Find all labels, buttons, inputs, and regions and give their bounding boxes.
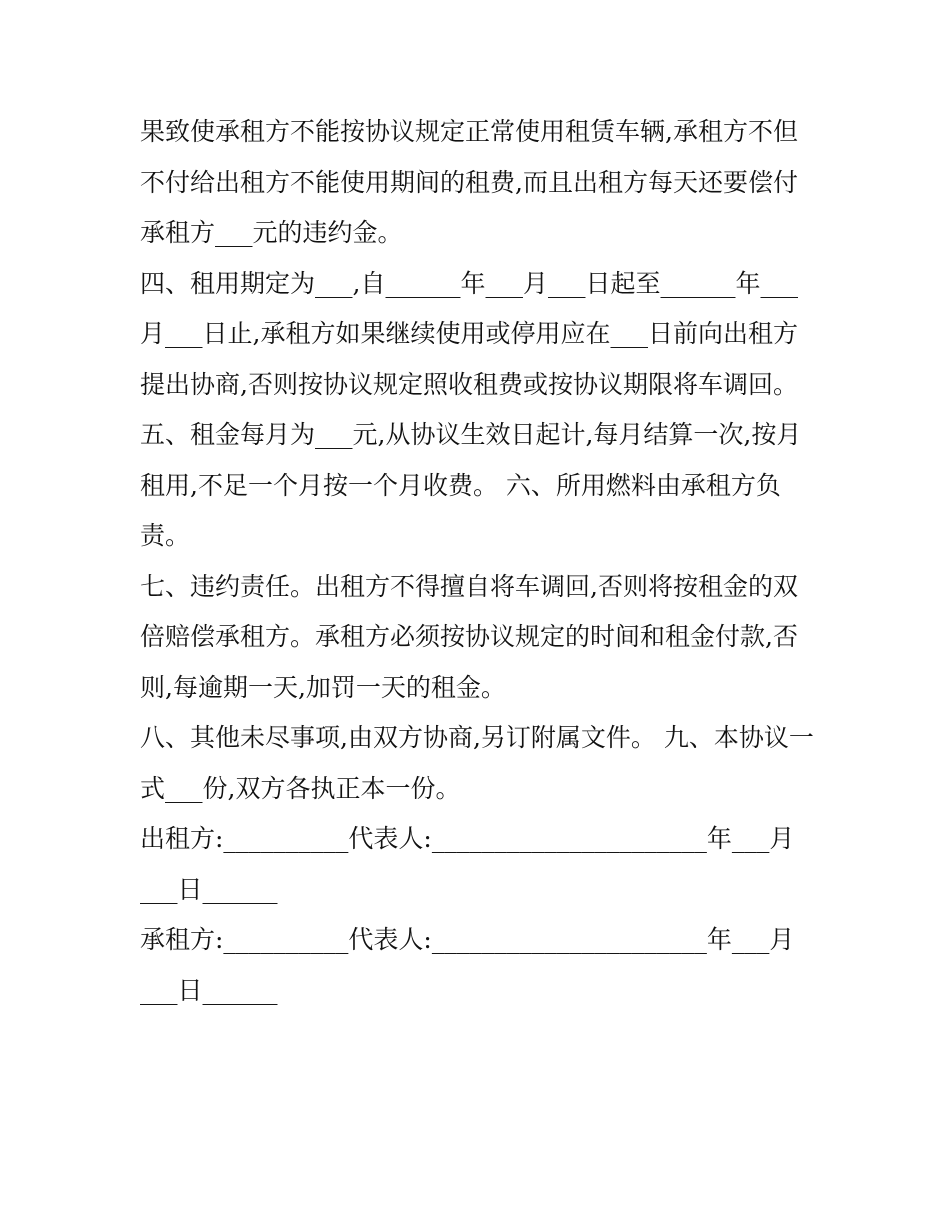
text-line: 式___份,双方各执正本一份。 xyxy=(140,773,461,803)
lessor-signature-line: 出租方:__________代表人:______________________年___月 xyxy=(140,824,795,853)
text-line: 责。 xyxy=(140,521,191,550)
lessor-date-line: ___日______ xyxy=(140,874,278,904)
text-line: 租用,不足一个月按一个月收费。 六、所用燃料由承租方负 xyxy=(140,470,781,500)
lessee-signature-line: 承租方:__________代表人:______________________年___月 xyxy=(140,925,795,954)
contract-body xyxy=(140,107,820,1016)
text-line: 提出协商,否则按协议规定照收租费或按协议期限将车调回。 xyxy=(140,369,798,399)
clause-5-line: 五、租金每月为___元,从协议生效日起计,每月结算一次,按月 xyxy=(140,420,802,449)
text-line: 倍赔偿承租方。承租方必须按协议规定的时间和租金付款,否 xyxy=(140,622,798,651)
text-line: 果致使承租方不能按协议规定正常使用租赁车辆,承租方不但 xyxy=(140,117,798,146)
lessee-date-line: ___日______ xyxy=(140,975,278,1005)
text-line: 月___日止,承租方如果继续使用或停用应在___日前向出租方 xyxy=(140,319,798,348)
clause-4-line: 四、租用期定为___,自______年___月___日起至______年___ xyxy=(140,268,798,298)
text-line: 不付给出租方不能使用期间的租费,而且出租方每天还要偿付 xyxy=(140,167,798,197)
text-line: 则,每逾期一天,加罚一天的租金。 xyxy=(140,672,506,702)
clause-7-line: 七、违约责任。出租方不得擅自将车调回,否则将按租金的双 xyxy=(140,571,798,601)
clause-8-line: 八、其他未尽事项,由双方协商,另订附属文件。 九、本协议一 xyxy=(140,723,814,752)
text-line: 承租方___元的违约金。 xyxy=(140,218,403,247)
